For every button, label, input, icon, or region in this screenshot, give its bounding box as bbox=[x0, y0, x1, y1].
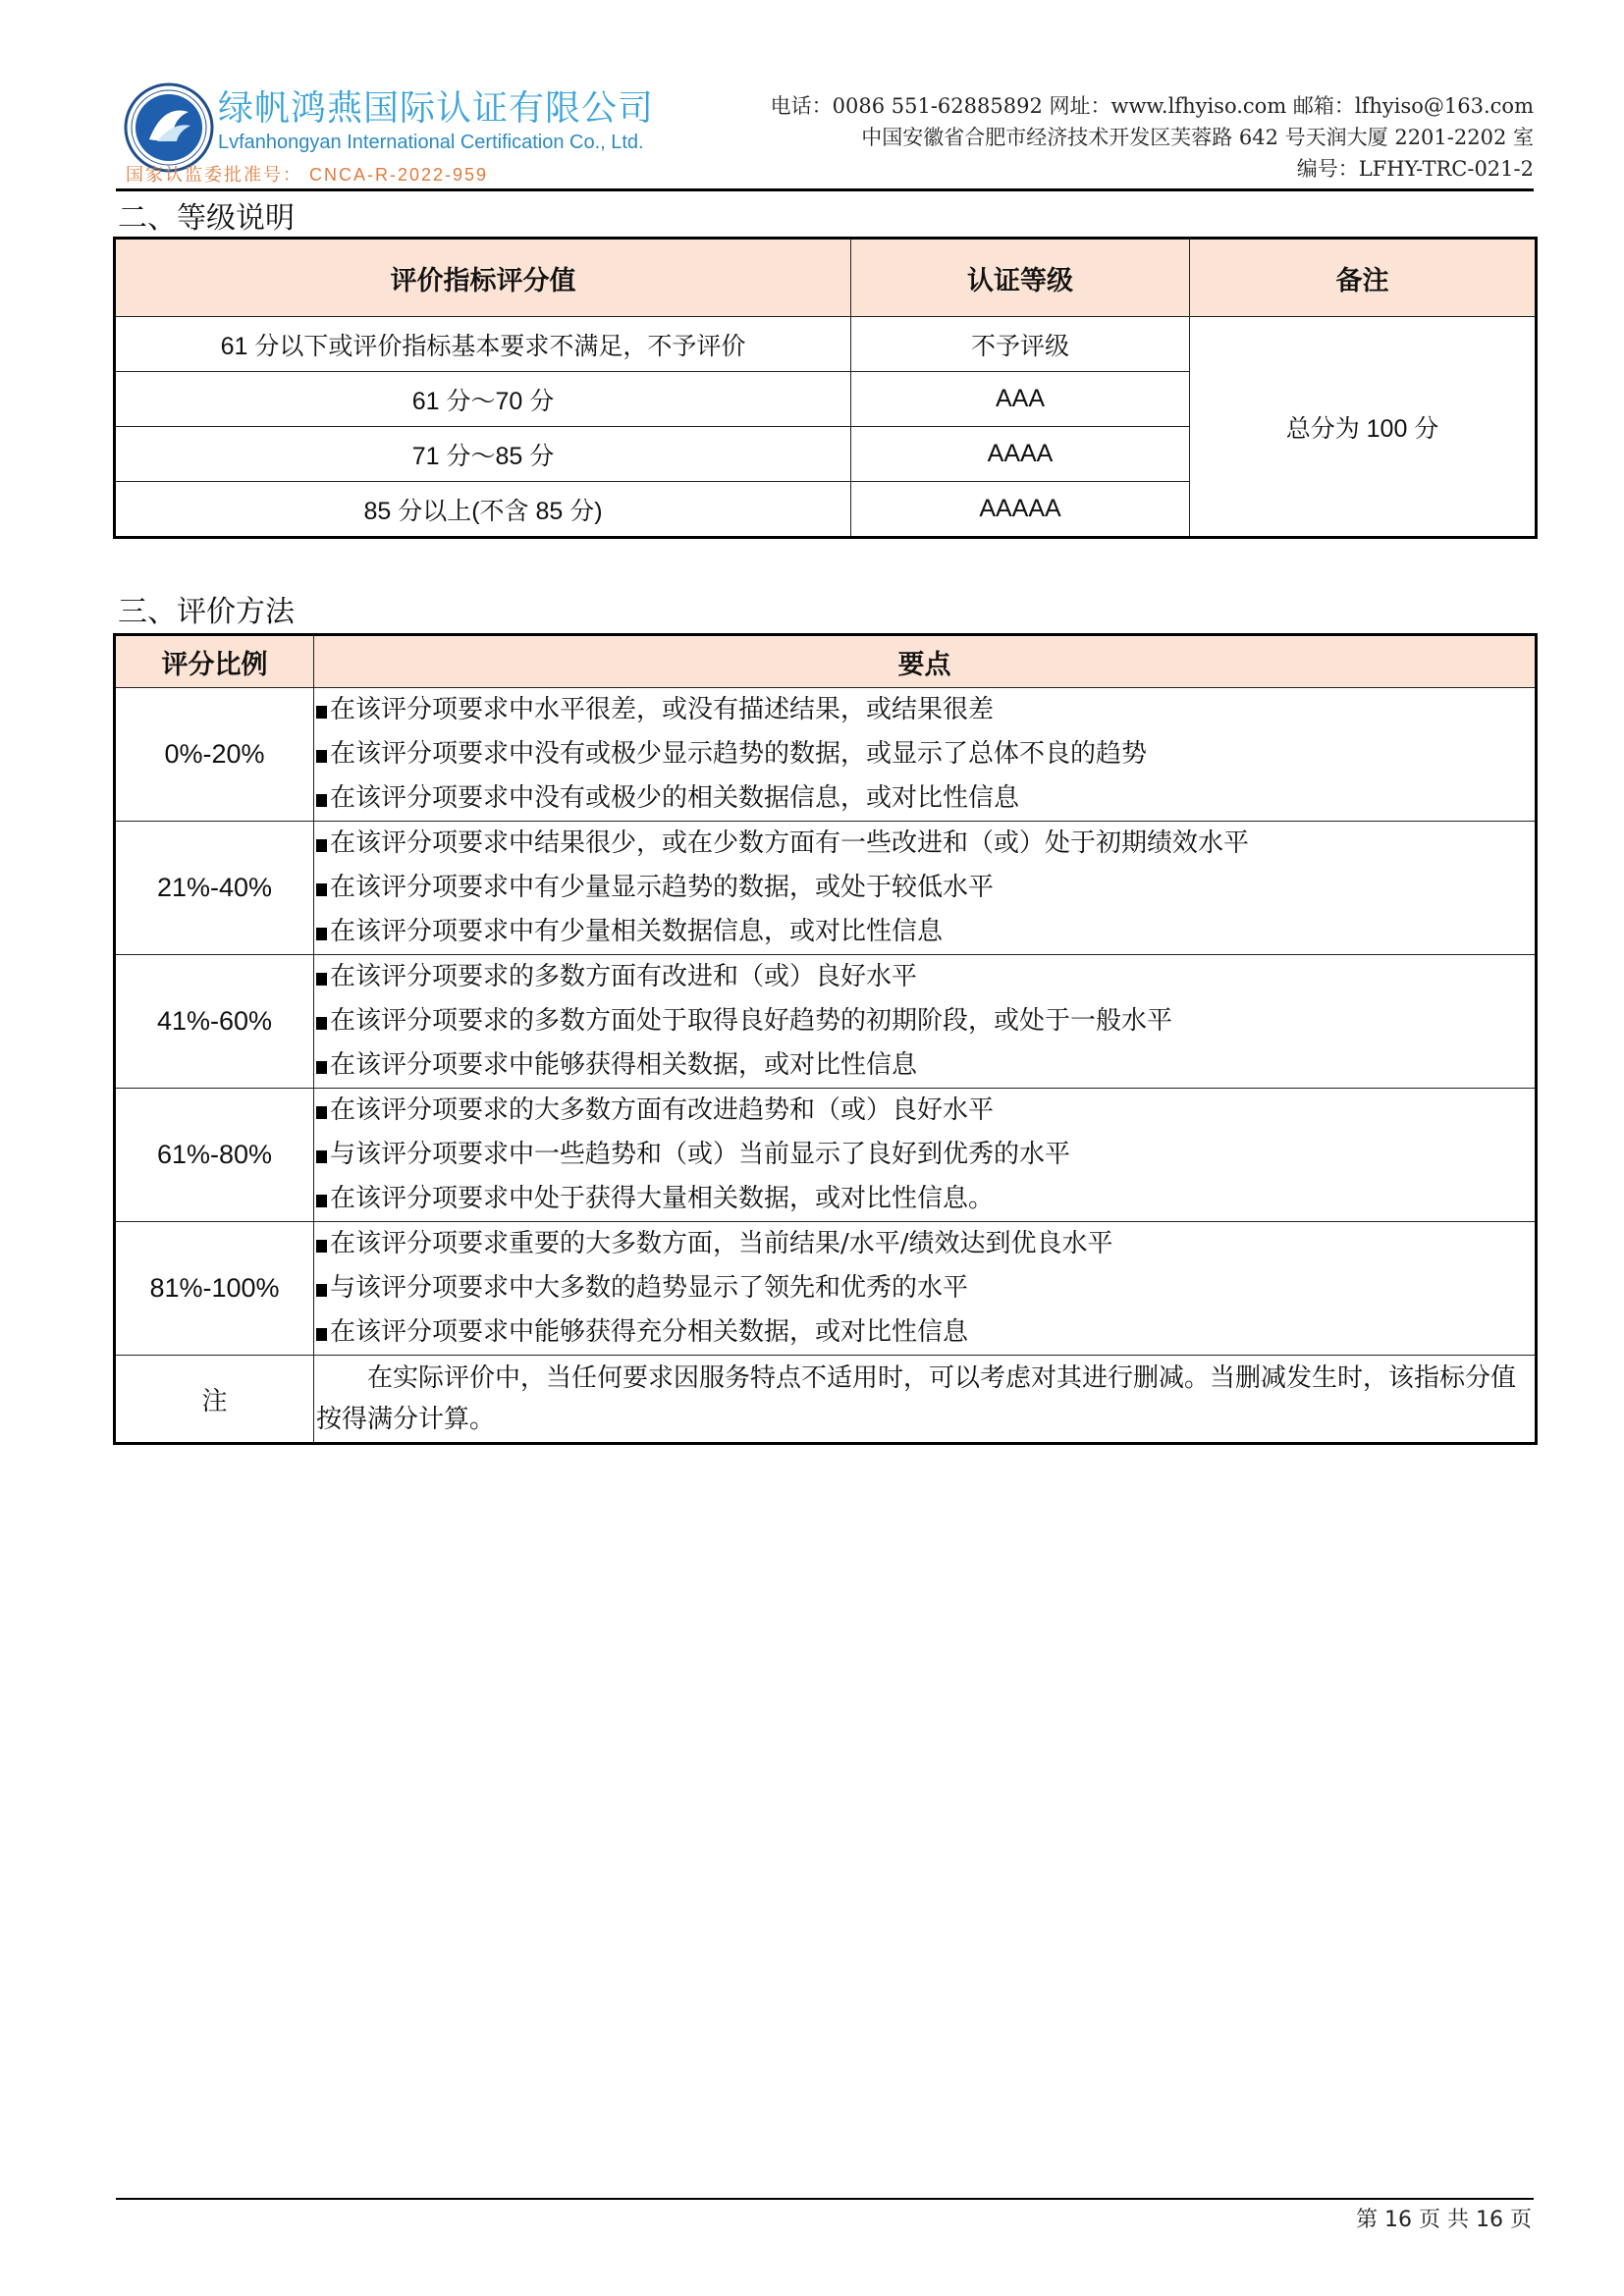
table-row bbox=[115, 822, 1537, 955]
method-table bbox=[113, 633, 1538, 1445]
ratio-cell: 0%-20% bbox=[115, 688, 314, 822]
table-row bbox=[115, 317, 1537, 372]
point-text: 在该评分项要求中处于获得大量相关数据，或对比性信息。 bbox=[330, 1184, 995, 1213]
point-item bbox=[316, 910, 1535, 954]
point-item bbox=[316, 1266, 1535, 1310]
points-cell bbox=[314, 1222, 1537, 1356]
column-header-level: 认证等级 bbox=[851, 239, 1190, 317]
points-cell bbox=[314, 822, 1537, 955]
level-cell: AAAA bbox=[851, 427, 1190, 482]
level-cell: AAAAA bbox=[851, 482, 1190, 538]
ratio-cell: 21%-40% bbox=[115, 822, 314, 955]
point-text: 在该评分项要求中水平很差，或没有描述结果，或结果很差 bbox=[330, 695, 995, 724]
point-item bbox=[316, 822, 1535, 866]
score-cell: 85 分以上(不含 85 分) bbox=[115, 482, 851, 538]
point-text: 在该评分项要求中没有或极少的相关数据信息，或对比性信息 bbox=[330, 783, 1020, 813]
point-item bbox=[316, 776, 1535, 821]
point-text: 在该评分项要求中结果很少，或在少数方面有一些改进和（或）处于初期绩效水平 bbox=[330, 828, 1250, 858]
point-item bbox=[316, 955, 1535, 999]
point-text: 在该评分项要求的多数方面有改进和（或）良好水平 bbox=[330, 962, 918, 991]
company-emblem-icon bbox=[124, 82, 214, 173]
address-line: 中国安徽省合肥市经济技术开发区芙蓉路 642 号天润大厦 2201-2202 室 bbox=[861, 126, 1534, 149]
grade-table bbox=[113, 237, 1538, 539]
point-item bbox=[316, 1133, 1535, 1177]
bullet-square-icon bbox=[316, 1017, 327, 1030]
table-row bbox=[115, 955, 1537, 1089]
bullet-square-icon bbox=[316, 1328, 327, 1341]
bullet-square-icon bbox=[316, 1150, 327, 1163]
level-cell: AAA bbox=[851, 372, 1190, 427]
point-text: 在该评分项要求重要的大多数方面，当前结果/水平/绩效达到优良水平 bbox=[330, 1229, 1113, 1258]
score-cell: 61 分以下或评价指标基本要求不满足，不予评价 bbox=[115, 317, 851, 372]
point-item bbox=[316, 688, 1535, 732]
contact-line: 电话：0086 551-62885892 网址：www.lfhyiso.com 邮箱：lfhyiso@163.com bbox=[770, 94, 1534, 118]
page-header bbox=[116, 77, 1534, 192]
note-text: 在实际评价中，当任何要求因服务特点不适用时，可以考虑对其进行删减。当删减发生时，该指标分值按得满分计算。 bbox=[314, 1356, 1537, 1444]
point-text: 与该评分项要求中一些趋势和（或）当前显示了良好到优秀的水平 bbox=[330, 1140, 1071, 1169]
footer-divider bbox=[116, 2198, 1534, 2200]
note-label: 注 bbox=[115, 1356, 314, 1444]
point-text: 在该评分项要求中能够获得充分相关数据，或对比性信息 bbox=[330, 1317, 969, 1347]
column-header-score: 评价指标评分值 bbox=[115, 239, 851, 317]
grade-table-header bbox=[115, 239, 1537, 317]
point-item bbox=[316, 1310, 1535, 1355]
points-cell bbox=[314, 1089, 1537, 1222]
bullet-square-icon bbox=[316, 1106, 327, 1119]
point-item bbox=[316, 1222, 1535, 1266]
bullet-square-icon bbox=[316, 1284, 327, 1297]
ratio-cell: 41%-60% bbox=[115, 955, 314, 1089]
point-text: 在该评分项要求中没有或极少显示趋势的数据，或显示了总体不良的趋势 bbox=[330, 739, 1148, 769]
point-item bbox=[316, 999, 1535, 1043]
level-cell: 不予评级 bbox=[851, 317, 1190, 372]
bullet-square-icon bbox=[316, 973, 327, 986]
bullet-square-icon bbox=[316, 794, 327, 807]
table-row bbox=[115, 688, 1537, 822]
point-text: 与该评分项要求中大多数的趋势显示了领先和优秀的水平 bbox=[330, 1273, 969, 1303]
bullet-square-icon bbox=[316, 928, 327, 940]
table-row bbox=[115, 1089, 1537, 1222]
logo-approval-number: 国家认监委批准号： CNCA-R-2022-959 bbox=[126, 165, 489, 185]
logo-company-cn: 绿帆鸿燕国际认证有限公司 bbox=[218, 88, 655, 129]
point-text: 在该评分项要求中能够获得相关数据，或对比性信息 bbox=[330, 1050, 918, 1080]
bullet-square-icon bbox=[316, 1061, 327, 1074]
bullet-square-icon bbox=[316, 706, 327, 719]
point-item bbox=[316, 1043, 1535, 1088]
score-cell: 71 分～85 分 bbox=[115, 427, 851, 482]
column-header-remark: 备注 bbox=[1190, 239, 1537, 317]
note-row bbox=[115, 1356, 1537, 1444]
column-header-points: 要点 bbox=[314, 635, 1537, 688]
bullet-square-icon bbox=[316, 750, 327, 763]
points-cell bbox=[314, 955, 1537, 1089]
page-number: 第 16 页 共 16 页 bbox=[1356, 2208, 1532, 2232]
bullet-square-icon bbox=[316, 1195, 327, 1207]
point-item bbox=[316, 732, 1535, 776]
point-text: 在该评分项要求中有少量显示趋势的数据，或处于较低水平 bbox=[330, 873, 995, 902]
section-title-method: 三、评价方法 bbox=[118, 595, 295, 629]
point-item bbox=[316, 866, 1535, 910]
score-cell: 61 分～70 分 bbox=[115, 372, 851, 427]
header-divider bbox=[116, 188, 1534, 191]
bullet-square-icon bbox=[316, 883, 327, 896]
column-header-ratio: 评分比例 bbox=[115, 635, 314, 688]
ratio-cell: 81%-100% bbox=[115, 1222, 314, 1356]
point-item bbox=[316, 1177, 1535, 1221]
point-text: 在该评分项要求中有少量相关数据信息，或对比性信息 bbox=[330, 917, 944, 946]
contact-info bbox=[771, 90, 1534, 185]
point-text: 在该评分项要求的大多数方面有改进趋势和（或）良好水平 bbox=[330, 1095, 995, 1125]
section-title-grade: 二、等级说明 bbox=[118, 201, 295, 236]
table-row bbox=[115, 1222, 1537, 1356]
bullet-square-icon bbox=[316, 839, 327, 852]
logo-company-en: Lvfanhongyan International Certification Co., Ltd. bbox=[218, 132, 644, 153]
bullet-square-icon bbox=[316, 1240, 327, 1253]
point-text: 在该评分项要求的多数方面处于取得良好趋势的初期阶段，或处于一般水平 bbox=[330, 1006, 1173, 1036]
ratio-cell: 61%-80% bbox=[115, 1089, 314, 1222]
remark-cell: 总分为 100 分 bbox=[1190, 317, 1537, 538]
points-cell bbox=[314, 688, 1537, 822]
point-item bbox=[316, 1089, 1535, 1133]
document-number: 编号：LFHY-TRC-021-2 bbox=[1296, 157, 1534, 181]
method-table-header bbox=[115, 635, 1537, 688]
company-logo bbox=[116, 77, 655, 187]
